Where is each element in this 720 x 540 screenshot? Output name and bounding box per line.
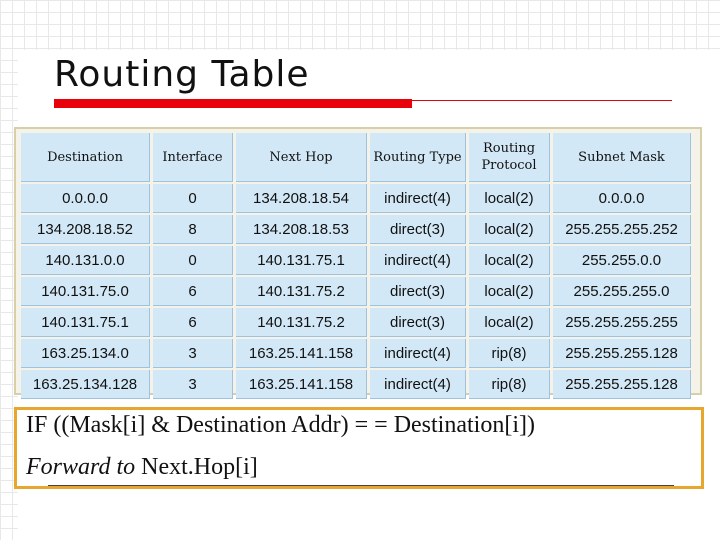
header-interface: Interface	[153, 133, 233, 182]
table-row	[21, 339, 691, 368]
background-grid-top	[0, 0, 720, 50]
cell-interface: 0	[153, 246, 233, 275]
cell-routing-type: direct(3)	[370, 308, 466, 337]
table-row	[21, 184, 691, 213]
forwarding-rule-condition: IF ((Mask[i] & Destination Addr) = = Destination[i])	[26, 412, 535, 438]
title-accent-bar	[54, 99, 412, 108]
cell-next-hop: 140.131.75.1	[236, 246, 367, 275]
cell-routing-type: direct(3)	[370, 215, 466, 244]
table-header-row	[21, 133, 691, 182]
table-row	[21, 277, 691, 306]
cell-routing-type: indirect(4)	[370, 370, 466, 399]
header-routing-protocol: Routing Protocol	[469, 133, 550, 182]
header-routing-type: Routing Type	[370, 133, 466, 182]
next-hop-expression: Next.Hop[i]	[135, 454, 258, 480]
cell-routing-type: indirect(4)	[370, 184, 466, 213]
cell-routing-type: indirect(4)	[370, 339, 466, 368]
cell-interface: 8	[153, 215, 233, 244]
slide-title: Routing Table	[54, 54, 316, 95]
cell-interface: 6	[153, 277, 233, 306]
cell-destination: 163.25.134.128	[21, 370, 150, 399]
rule-underline	[48, 485, 674, 486]
cell-routing-type: direct(3)	[370, 277, 466, 306]
cell-subnet-mask: 255.255.255.128	[553, 370, 691, 399]
forwarding-rule-action	[26, 454, 258, 481]
cell-subnet-mask: 255.255.255.0	[553, 277, 691, 306]
cell-destination: 0.0.0.0	[21, 184, 150, 213]
cell-next-hop: 134.208.18.54	[236, 184, 367, 213]
cell-next-hop: 140.131.75.2	[236, 277, 367, 306]
cell-destination: 140.131.75.0	[21, 277, 150, 306]
title-accent-line	[412, 100, 672, 101]
cell-interface: 6	[153, 308, 233, 337]
cell-next-hop: 163.25.141.158	[236, 339, 367, 368]
cell-subnet-mask: 255.255.255.128	[553, 339, 691, 368]
cell-interface: 0	[153, 184, 233, 213]
cell-routing-protocol: local(2)	[469, 246, 550, 275]
cell-subnet-mask: 0.0.0.0	[553, 184, 691, 213]
table-row	[21, 246, 691, 275]
cell-routing-type: indirect(4)	[370, 246, 466, 275]
routing-table	[18, 131, 694, 401]
table-row	[21, 308, 691, 337]
cell-routing-protocol: local(2)	[469, 184, 550, 213]
cell-next-hop: 134.208.18.53	[236, 215, 367, 244]
cell-destination: 140.131.0.0	[21, 246, 150, 275]
cell-subnet-mask: 255.255.255.255	[553, 308, 691, 337]
cell-routing-protocol: local(2)	[469, 215, 550, 244]
table-row	[21, 370, 691, 399]
header-subnet-mask: Subnet Mask	[553, 133, 691, 182]
table-row	[21, 215, 691, 244]
cell-subnet-mask: 255.255.0.0	[553, 246, 691, 275]
cell-routing-protocol: local(2)	[469, 277, 550, 306]
header-destination: Destination	[21, 133, 150, 182]
cell-routing-protocol: local(2)	[469, 308, 550, 337]
cell-next-hop: 140.131.75.2	[236, 308, 367, 337]
cell-routing-protocol: rip(8)	[469, 339, 550, 368]
cell-next-hop: 163.25.141.158	[236, 370, 367, 399]
cell-routing-protocol: rip(8)	[469, 370, 550, 399]
header-next-hop: Next Hop	[236, 133, 367, 182]
cell-destination: 163.25.134.0	[21, 339, 150, 368]
cell-destination: 134.208.18.52	[21, 215, 150, 244]
cell-interface: 3	[153, 370, 233, 399]
cell-interface: 3	[153, 339, 233, 368]
cell-destination: 140.131.75.1	[21, 308, 150, 337]
cell-subnet-mask: 255.255.255.252	[553, 215, 691, 244]
forward-to-label: Forward to	[26, 454, 136, 480]
